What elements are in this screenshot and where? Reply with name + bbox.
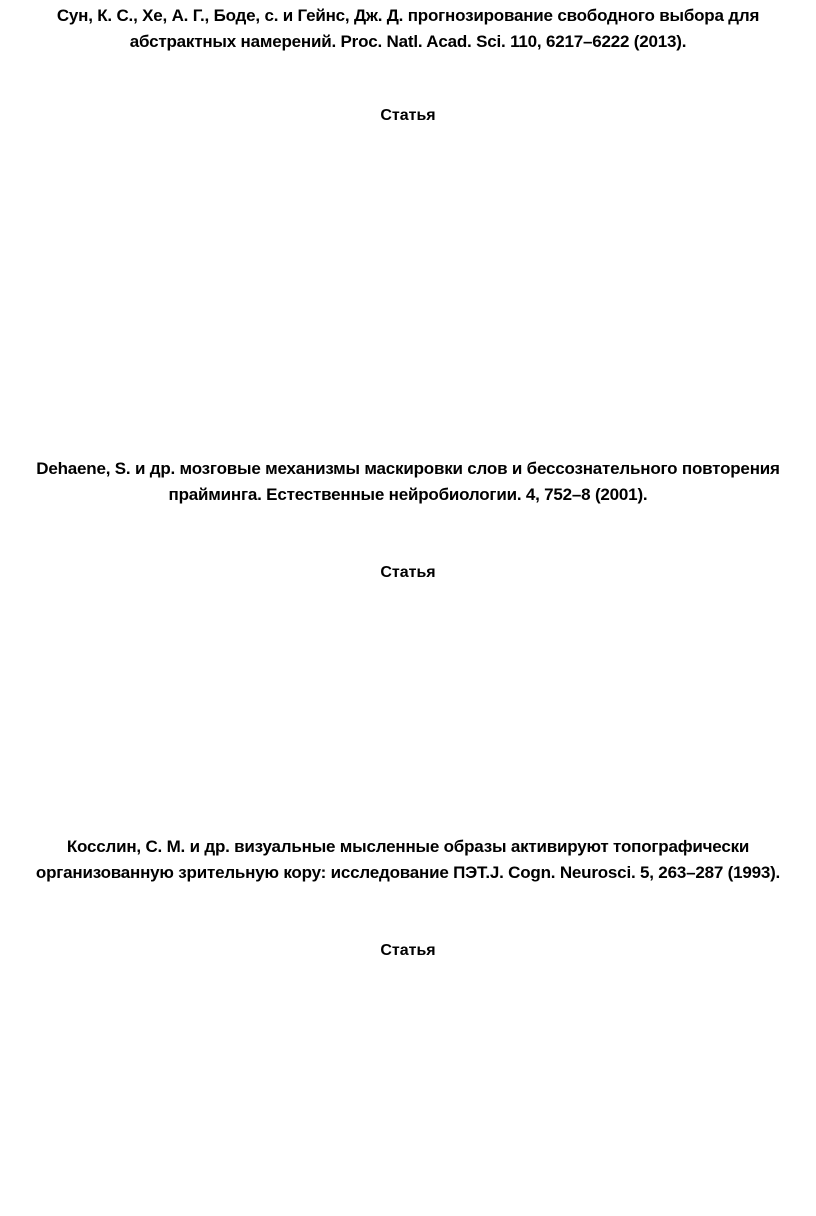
reference-entry — [20, 3, 796, 55]
article-link[interactable]: Статья — [380, 107, 436, 124]
reference-line: Сун, К. С., Хе, А. Г., Боде, с. и Гейнс, Дж. Д. прогнозирование свободного выбора для — [56, 6, 760, 25]
reference-line: организованную зрительную кору: исследование ПЭТ.J. Cogn. Neurosci. 5, 263–287 (1993). — [35, 863, 781, 882]
article-link[interactable]: Статья — [380, 564, 436, 581]
reference-line: абстрактных намерений. Proc. Natl. Acad. Sci. 110, 6217–6222 (2013). — [129, 32, 687, 51]
reference-line: Косслин, С. М. и др. визуальные мысленные образы активируют топографически — [66, 837, 750, 856]
article-link[interactable]: Статья — [380, 942, 436, 959]
reference-line: Dehaene, S. и др. мозговые механизмы маскировки слов и бессознательного повторения — [36, 459, 780, 478]
reference-entry — [20, 456, 796, 508]
reference-line: прайминга. Естественные нейробиологии. 4, 752–8 (2001). — [168, 485, 648, 504]
reference-entry — [20, 834, 796, 886]
